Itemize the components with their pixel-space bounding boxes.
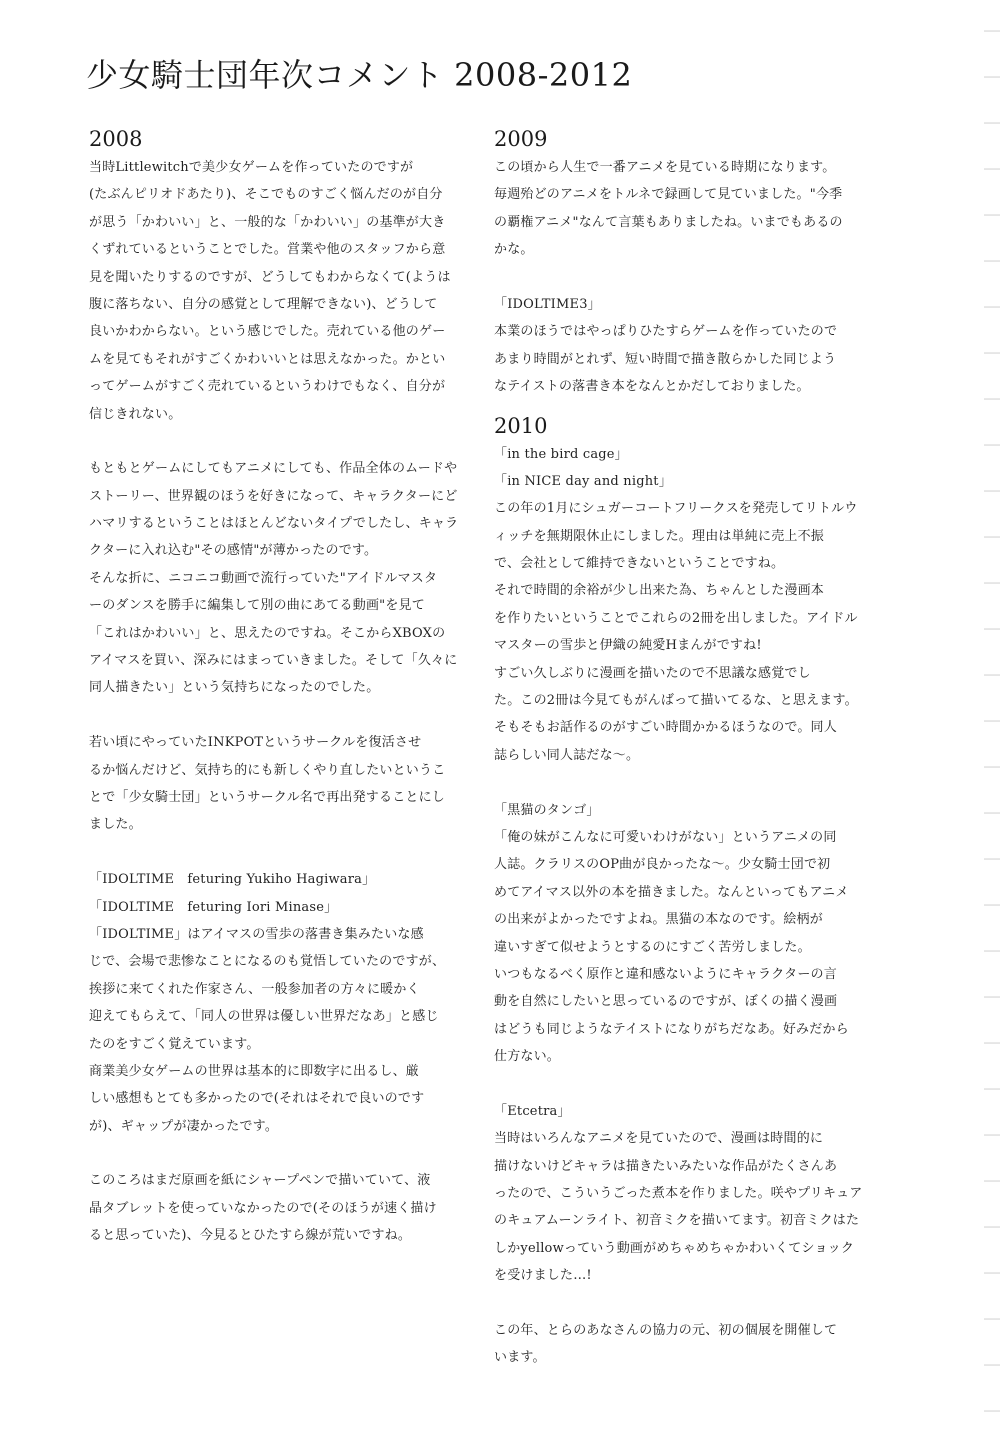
year-heading-2009: 2009 (494, 127, 548, 151)
text-line: すごい久しぶりに漫画を描いたので不思議な感覚でし (494, 665, 811, 681)
text-line: ってゲームがすごく売れているというわけでもなく、自分が (89, 379, 446, 395)
text-line: 晶タブレットを使っていなかったので(そのほうが速く描け (89, 1200, 437, 1216)
text-line: この年の1月にシュガーコートフリークスを発売してリトルウ (494, 501, 858, 517)
text-line: ストーリー、世界観のほうを好きになって、キャラクターにど (89, 488, 458, 504)
text-line: を受けました…! (494, 1268, 592, 1284)
text-line: 本業のほうではやっぱりひたすらゲームを作っていたので (494, 324, 838, 340)
text-line: はどうも同じようなテイストになりがちだなあ。好みだから (494, 1021, 849, 1037)
paragraph-gap (89, 839, 469, 866)
right-column (494, 124, 874, 1372)
left-column (89, 124, 469, 1250)
text-line: マスターの雪歩と伊織の純愛Hまんがですね! (494, 638, 762, 654)
page-edge-shadow (984, 0, 1000, 1430)
text-line: 動を自然にしたいと思っているのですが、ぼくの描く漫画 (494, 994, 838, 1010)
paragraph-2009-anime (494, 154, 874, 264)
text-line: が)、ギャップが凄かったです。 (89, 1118, 279, 1134)
text-line: を作りたいということでこれらの2冊を出しました。アイドル (494, 610, 858, 626)
text-line: 誌らしい同人誌だな〜。 (494, 747, 640, 763)
text-line: います。 (494, 1350, 546, 1366)
paragraph-2010-exhibition (494, 1317, 874, 1372)
text-line: 良いかわからない。という感じでした。売れている他のゲー (89, 324, 446, 340)
paragraph-gap (89, 428, 469, 455)
text-line: 「俺の妹がこんなに可愛いわけがない」というアニメの同 (494, 829, 837, 845)
text-line: 商業美少女ゲームの世界は基本的に即数字に出るし、厳 (89, 1063, 420, 1079)
paragraph-2008-idolmaster (89, 455, 469, 702)
paragraph-gap (89, 1140, 469, 1167)
text-line: 当時はいろんなアニメを見ていたので、漫画は時間的に (494, 1131, 824, 1147)
paragraph-2008-intro (89, 154, 469, 428)
paragraph-gap (89, 702, 469, 729)
book-title-line: 「Etcetra」 (494, 1103, 571, 1119)
text-line: の覇権アニメ"なんて言葉もありましたね。いまでもあるの (494, 214, 843, 230)
text-line: めてアイマス以外の本を描きました。なんといってもアニメ (494, 884, 849, 900)
text-line: しい感想もとても多かったので(それはそれで良いのです (89, 1091, 425, 1107)
text-line: 「これはかわいい」と、思えたのですね。そこからXBOXの (89, 625, 446, 641)
text-line: じで、会場で悲惨なことになるのも覚悟していたのですが、 (89, 954, 446, 970)
text-line: それで時間的余裕が少し出来た為、ちゃんとした漫画本 (494, 583, 825, 599)
text-line: このころはまだ原画を紙にシャープペンで描いていて、液 (89, 1173, 431, 1189)
text-line: 仕方ない。 (494, 1049, 561, 1065)
text-line: ーのダンスを勝手に編集して別の曲にあてる動画"を見て (89, 598, 425, 614)
text-line: た。この2冊は今見てもがんばって描いてるな、と思えます。 (494, 693, 858, 709)
text-line: (たぶんピリオドあたり)、そこでものすごく悩んだのが自分 (89, 187, 443, 203)
paragraph-2010-kuroneko (494, 797, 874, 1071)
text-line: 毎週殆どのアニメをトルネで録画して見ていました。"今季 (494, 187, 843, 203)
text-line: の出来がよかったですよね。黒猫の本なのです。絵柄が (494, 912, 823, 928)
year-heading-2010: 2010 (494, 413, 548, 438)
text-line: この頃から人生で一番アニメを見ている時期になります。 (494, 160, 836, 175)
text-line: そんな折に、ニコニコ動画で流行っていた"アイドルマスタ (89, 570, 438, 586)
text-line: 若い頃にやっていたINKPOTというサークルを復活させ (89, 735, 422, 751)
page-title: 少女騎士団年次コメント 2008-2012 (86, 56, 633, 94)
book-title-line: 「IDOLTIME3」 (494, 296, 601, 312)
text-line: るか悩んだけど、気持ち的にも新しくやり直したいというこ (89, 762, 446, 778)
text-line: ムを見てもそれがすごくかわいいとは思えなかった。かとい (89, 351, 446, 367)
paragraph-gap (494, 1290, 874, 1317)
text-line: が思う「かわいい」と、一般的な「かわいい」の基準が大き (89, 214, 446, 230)
text-line: この年、とらのあなさんの協力の元、初の個展を開催して (494, 1323, 838, 1339)
text-line: ィッチを無期限休止にしました。理由は単純に売上不振 (494, 528, 825, 544)
paragraph-2009-idoltime3 (494, 291, 874, 401)
book-title-line: 「in NICE day and night」 (494, 473, 672, 489)
paragraph-gap (494, 769, 874, 796)
text-line: たのをすごく覚えています。 (89, 1036, 260, 1052)
text-line: ると思っていた)、今見るとひたすら線が荒いですね。 (89, 1228, 412, 1244)
text-line: 見を聞いたりするのですが、どうしてもわからなくて(ようは (89, 269, 451, 285)
text-line: もともとゲームにしてもアニメにしても、作品全体のムードや (89, 461, 458, 477)
text-line: なテイストの落書き本をなんとかだしておりました。 (494, 379, 810, 395)
text-line: のキュアムーンライト、初音ミクを描いてます。初音ミクはた (494, 1213, 860, 1229)
text-line: 当時Littlewitchで美少女ゲームを作っていたのですが (89, 160, 414, 175)
text-line: 同人描きたい」という気持ちになったのでした。 (89, 680, 380, 696)
paragraph-2008-idoltime (89, 866, 469, 1140)
paragraph-gap (494, 264, 874, 291)
text-line: とで「少女騎士団」というサークル名で再出発することにし (89, 789, 446, 805)
text-line: あまり時間がとれず、短い時間で描き散らかした同じよう (494, 351, 837, 367)
text-line: 人誌。クラリスのOP曲が良かったな〜。少女騎士団で初 (494, 857, 831, 873)
text-line: で、会社として維持できないということですね。 (494, 556, 785, 572)
text-line: 迎えてもらえて、「同人の世界は優しい世界だなあ」と感じ (89, 1009, 439, 1025)
text-line: 信じきれない。 (89, 406, 182, 422)
text-line: かな。 (494, 242, 534, 258)
year-heading-2008: 2008 (89, 127, 143, 151)
book-title-line: 「黒猫のタンゴ」 (494, 802, 600, 818)
text-line: ハマリするということはほとんどないタイプでしたし、キャラ (89, 516, 459, 532)
book-title-line: 「in the bird cage」 (494, 446, 628, 462)
text-line: 描けないけどキャラは描きたいみたいな作品がたくさんあ (494, 1158, 838, 1174)
text-line: しかyellowっていう動画がめちゃめちゃかわいくてショック (494, 1240, 855, 1256)
text-line: 腹に落ちない、自分の感覚として理解できない)、どうして (89, 296, 438, 312)
text-line: 違いすぎて似せようとするのにすごく苦労しました。 (494, 939, 811, 955)
paragraph-2008-circle (89, 729, 469, 839)
paragraph-2010-etcetra (494, 1098, 874, 1290)
paragraph-gap (494, 1071, 874, 1098)
paragraph-2010-manga (494, 441, 874, 770)
text-line: 挨拶に来てくれた作家さん、一般参加者の方々に暖かく (89, 981, 420, 997)
paragraph-2008-tools (89, 1167, 469, 1249)
text-line: 「IDOLTIME」はアイマスの雪歩の落書き集みたいな感 (89, 926, 424, 942)
text-line: アイマスを買い、深みにはまっていきました。そして「久々に (89, 653, 458, 669)
text-line: ました。 (89, 817, 142, 833)
book-title-line: 「IDOLTIME feturing Yukiho Hagiwara」 (89, 872, 376, 888)
paragraph-gap (494, 401, 874, 411)
text-line: くずれているということでした。営業や他のスタッフから意 (89, 242, 446, 258)
text-line: いつもなるべく原作と違和感ないようにキャラクターの言 (494, 966, 837, 982)
text-line: クターに入れ込む"その感情"が薄かったのです。 (89, 543, 378, 559)
text-line: そもそもお話作るのがすごい時間かかるほうなので。同人 (494, 720, 837, 736)
text-line: ったので、こういうごった煮本を作りました。咲やプリキュア (494, 1186, 863, 1202)
book-title-line: 「IDOLTIME feturing Iori Minase」 (89, 899, 338, 915)
